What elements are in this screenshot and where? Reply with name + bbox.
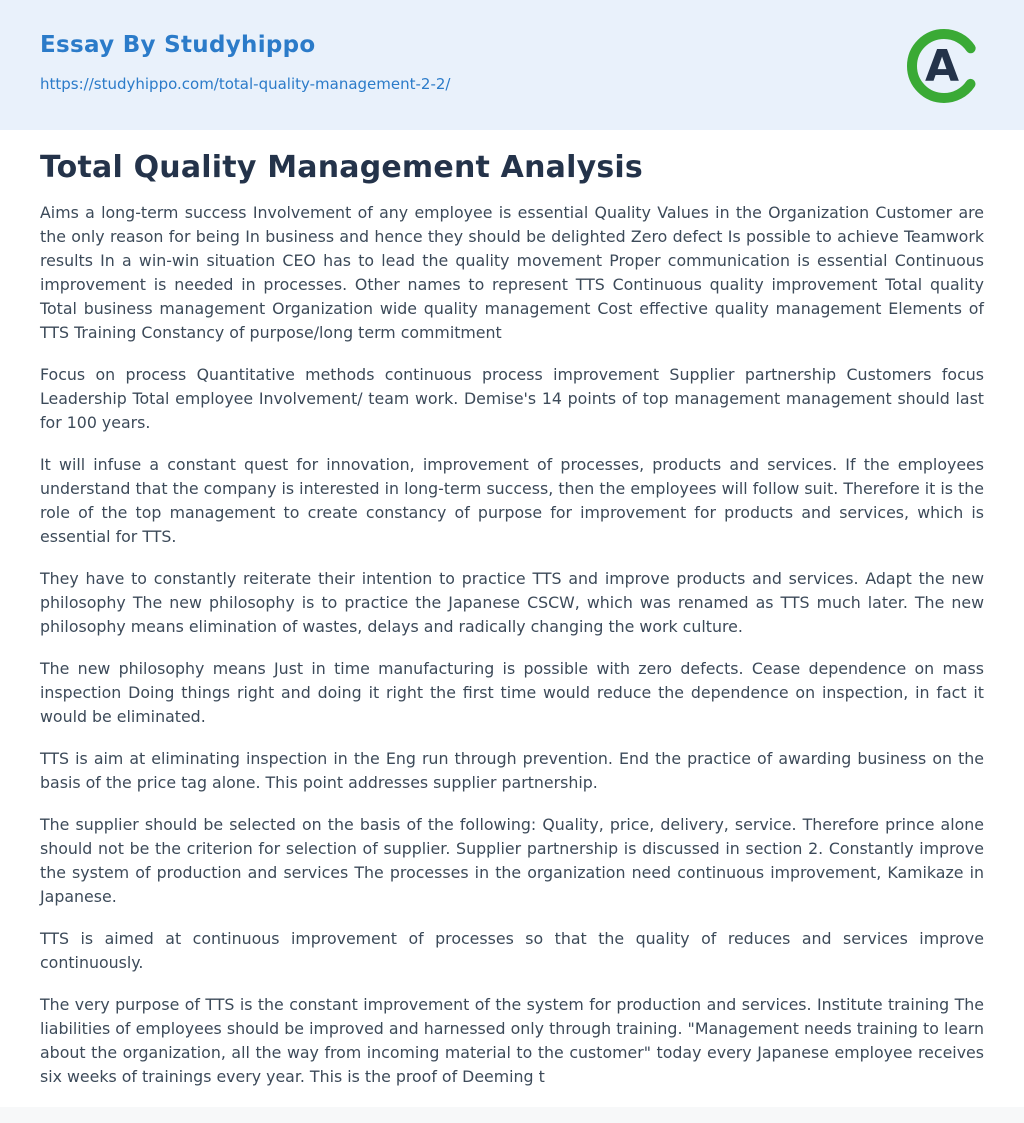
logo-letter: A	[924, 41, 960, 92]
article-paragraph: The new philosophy means Just in time manufacturing is possible with zero defects. Cease dependence on mass inspection Doing things right and doing it right the first time would reduce the dependence on inspection, in fact it would be eliminated.	[40, 659, 984, 726]
article-body	[40, 201, 984, 1089]
article-paragraph: Aims a long-term success Involvement of any employee is essential Quality Values in the Organization Customer are the only reason for being In business and hence they should be delighted Zero defect Is possible to achieve Teamwork results In a win-win situation CEO has to lead the quality movement Proper communication is essential Continuous improvement is needed in processes. Other names to represent TTS Continuous quality improvement Total quality Total business management Organization wide quality management Cost effective quality management Elements of TTS Training Constancy of purpose/long term commitment	[40, 203, 984, 342]
article-url-link[interactable]: https://studyhippo.com/total-quality-management-2-2/	[40, 75, 451, 93]
article-content	[0, 130, 1024, 1107]
site-header-left	[40, 26, 450, 93]
site-header	[0, 0, 1024, 130]
article-paragraph: It will infuse a constant quest for innovation, improvement of processes, products and services. If the employees understand that the company is interested in long-term success, then the employees will follow suit. Therefore it is the role of the top management to create constancy of purpose for improvement for products and services, which is essential for TTS.	[40, 455, 984, 546]
site-title: Essay By Studyhippo	[40, 32, 316, 58]
article-title: Total Quality Management Analysis	[40, 150, 643, 185]
article-paragraph: TTS is aim at eliminating inspection in the Eng run through prevention. End the practice of awarding business on the basis of the price tag alone. This point addresses supplier partnership.	[40, 749, 984, 792]
article-paragraph: The supplier should be selected on the basis of the following: Quality, price, delivery, service. Therefore prince alone should not be the criterion for selection of supplier. Supplier partnership is discussed in section 2. Constantly improve the system of production and services The processes in the organization need continuous improvement, Kamikaze in Japanese.	[40, 815, 984, 906]
page-bottom-strip	[0, 1107, 1024, 1123]
article-paragraph: They have to constantly reiterate their intention to practice TTS and improve products and services. Adapt the new philosophy The new philosophy is to practice the Japanese CSCW, which was renamed as TTS much later. The new philosophy means elimination of wastes, delays and radically changing the work culture.	[40, 569, 984, 636]
article-paragraph: TTS is aimed at continuous improvement of processes so that the quality of reduces and services improve continuously.	[40, 929, 984, 972]
studyhippo-logo-icon	[904, 26, 984, 106]
article-paragraph: Focus on process Quantitative methods continuous process improvement Supplier partnership Customers focus Leadership Total employee Involvement/ team work. Demise's 14 points of top management management should last for 100 years.	[40, 365, 984, 432]
article-paragraph: The very purpose of TTS is the constant improvement of the system for production and services. Institute training The liabilities of employees should be improved and harnessed only through training. "Management needs training to learn about the organization, all the way from incoming material to the customer" today every Japanese employee receives six weeks of trainings every year. This is the proof of Deeming t	[40, 995, 984, 1086]
